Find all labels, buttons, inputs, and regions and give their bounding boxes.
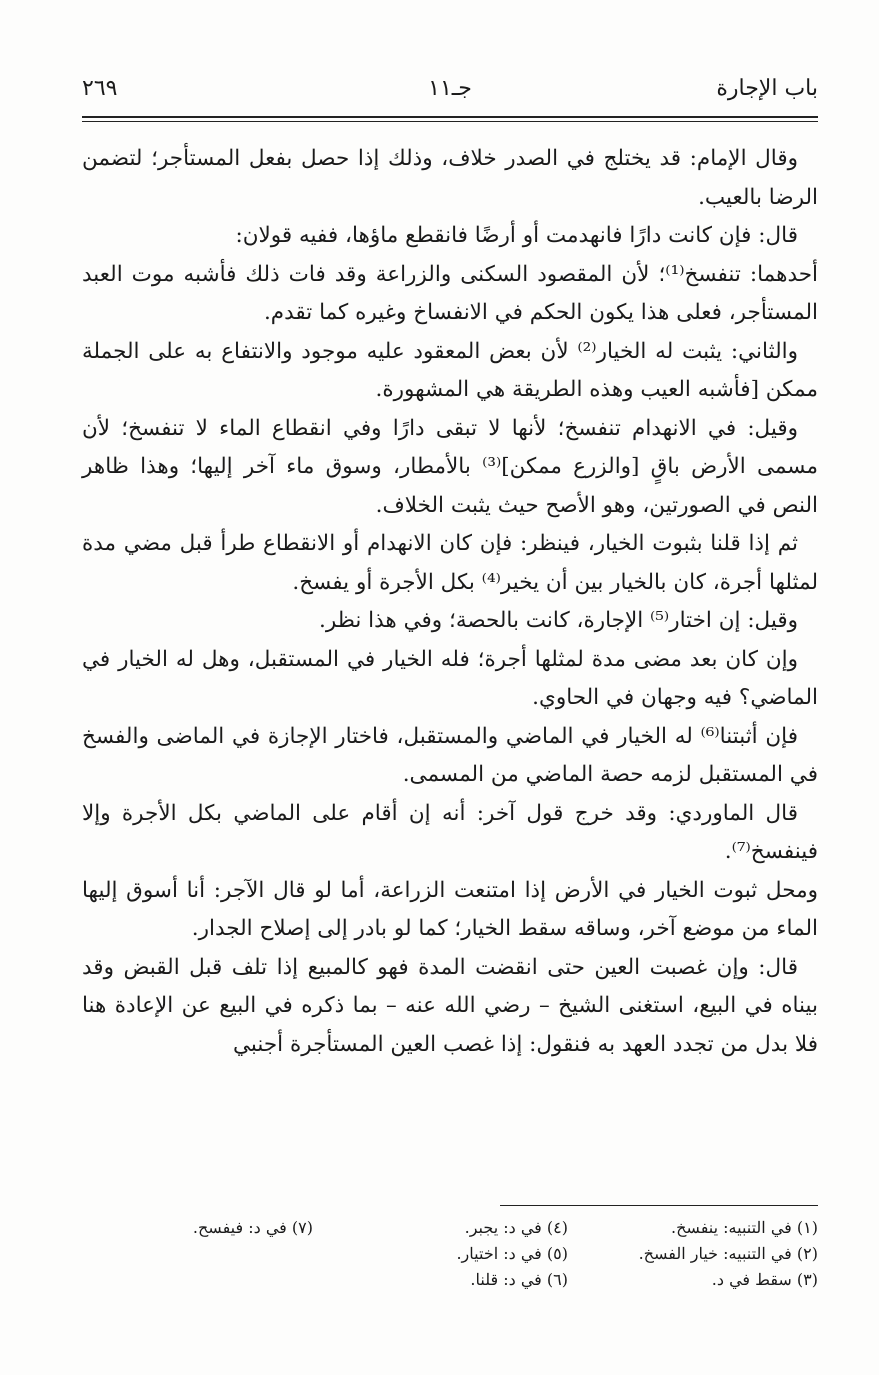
chapter-title: باب الإجارة [716,76,818,101]
page-number: ٢٦٩ [82,76,118,101]
footnote-item: (٤) في د: يجبر. [464,1218,568,1237]
paragraph: وقيل: في الانهدام تنفسخ؛ لأنها لا تبقى دارًا وفي انقطاع الماء لا تنفسخ؛ لأن مسمى الأرض باقٍ [والزرع ممكن]⁽³⁾ بالأمطار، وسوق ماء آخر إليها؛ وهذا ظاهر النص في الصورتين، وهو الأصح حيث يثبت الخلاف. [82,415,818,518]
volume-label: جـ١١ [428,76,472,101]
paragraph: ثم إذا قلنا بثبوت الخيار، فينظر: فإن كان الانهدام أو الانقطاع طرأ قبل مضي مدة لمثلها أجرة، كان بالخيار بين أن يخير⁽⁴⁾ بكل الأجرة أو يفسخ. [82,531,818,595]
paragraph: وقيل: إن اختار⁽⁵⁾ الإجارة، كانت بالحصة؛ وفي هذا نظر. [319,608,798,633]
footnote-item: (٦) في د: قلنا. [470,1270,568,1289]
footnote-item: (٢) في التنبيه: خيار الفسخ. [638,1244,818,1263]
footnote-column [193,1215,313,1241]
footnote-item: (٧) في د: فيفسح. [192,1218,313,1237]
footnote-item: (٥) في د: اختيار. [456,1244,568,1263]
paragraph: قال الماوردي: وقد خرج قول آخر: أنه إن أقام على الماضي بكل الأجرة وإلا فينفسخ⁽⁷⁾. [82,800,818,864]
footnotes [82,1215,818,1345]
main-text [82,140,818,1064]
footnote-column [456,1215,568,1293]
paragraph: وقال الإمام: قد يختلج في الصدر خلاف، وذلك إذا حصل بفعل المستأجر؛ لتضمن الرضا بالعيب. [82,146,818,210]
paragraph: ومحل ثبوت الخيار في الأرض إذا امتنعت الزراعة، أما لو قال الآجر: أنا أسوق إليها الماء من موضع آخر، وساقه سقط الخيار؛ كما لو بادر إلى إصلاح الجدار. [82,877,818,941]
footnote-column [639,1215,818,1293]
header-rule-thin [82,121,818,122]
paragraph: أحدهما: تنفسخ⁽¹⁾؛ لأن المقصود السكنى والزراعة وقد فات ذلك فأشبه موت العبد المستأجر، فعلى هذا يكون الحكم في الانفساخ وغيره كما تقدم. [82,261,818,325]
footnote-item: (١) في التنبيه: ينفسخ. [671,1218,818,1237]
paragraph: فإن أثبتنا⁽⁶⁾ له الخيار في الماضي والمستقبل، فاختار الإجازة في الماضى والفسخ في المستقبل لزمه حصة الماضي من المسمى. [82,723,818,787]
header-rule-thick [82,116,818,118]
paragraph: قال: فإن كانت دارًا فانهدمت أو أرضًا فانقطع ماؤها، ففيه قولان: [235,223,798,248]
paragraph: والثاني: يثبت له الخيار⁽²⁾ لأن بعض المعقود عليه موجود والانتفاع به على الجملة ممكن [فأشبه العيب وهذه الطريقة هي المشهورة. [82,338,818,402]
paragraph: وإن كان بعد مضى مدة لمثلها أجرة؛ فله الخيار في المستقبل، وهل له الخيار في الماضي؟ فيه وجهان في الحاوي. [82,646,818,710]
paragraph: قال: وإن غصبت العين حتى انقضت المدة فهو كالمبيع إذا تلف قبل القبض وقد بيناه في البيع، استغنى الشيخ – رضي الله عنه – بما ذكره في البيع عن الإعادة هنا فلا بدل من تجدد العهد به فنقول: إذا غصب العين المستأجرة أجنبي [82,954,818,1057]
footnote-item: (٣) سقط في د. [711,1270,818,1289]
footnote-separator [500,1205,818,1206]
running-header [82,76,818,112]
